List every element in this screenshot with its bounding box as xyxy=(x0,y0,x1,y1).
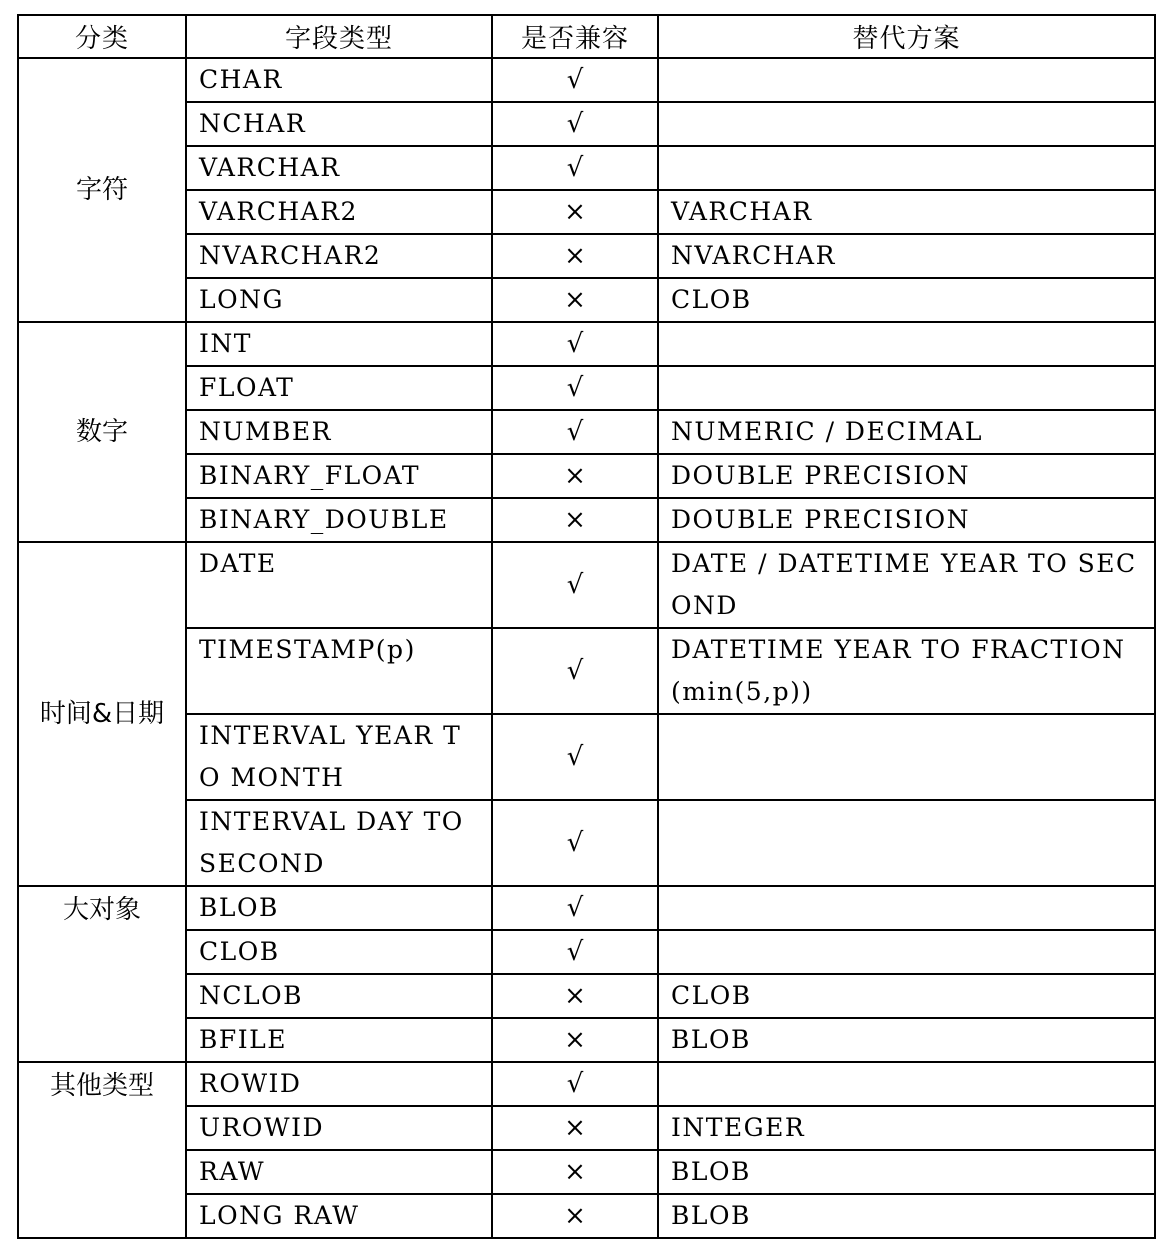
table-row xyxy=(18,1062,1155,1106)
alternative-cell: DOUBLE PRECISION xyxy=(658,454,1155,498)
alternative-cell: DOUBLE PRECISION xyxy=(658,498,1155,542)
table-row xyxy=(18,58,1155,102)
type-compatibility-table xyxy=(17,14,1156,1239)
incompatible-cross-mark: × xyxy=(492,234,658,278)
table-row xyxy=(18,498,1155,542)
table-row xyxy=(18,800,1155,886)
field-type-cell: LONG RAW xyxy=(186,1194,492,1238)
table-row xyxy=(18,714,1155,800)
incompatible-cross-mark: × xyxy=(492,278,658,322)
field-type-cell: BFILE xyxy=(186,1018,492,1062)
alternative-cell xyxy=(658,366,1155,410)
category-cell: 时间&日期 xyxy=(18,542,186,886)
field-type-cell: NUMBER xyxy=(186,410,492,454)
compatible-check-mark: √ xyxy=(492,322,658,366)
header-category: 分类 xyxy=(18,15,186,58)
field-type-cell: LONG xyxy=(186,278,492,322)
field-type-cell: BINARY_DOUBLE xyxy=(186,498,492,542)
table-row xyxy=(18,542,1155,628)
alternative-cell: BLOB xyxy=(658,1018,1155,1062)
compatible-check-mark: √ xyxy=(492,886,658,930)
incompatible-cross-mark: × xyxy=(492,1150,658,1194)
compatible-check-mark: √ xyxy=(492,146,658,190)
table-row xyxy=(18,1018,1155,1062)
incompatible-cross-mark: × xyxy=(492,1194,658,1238)
field-type-cell: ROWID xyxy=(186,1062,492,1106)
table-row xyxy=(18,190,1155,234)
compatible-check-mark: √ xyxy=(492,930,658,974)
compatible-check-mark: √ xyxy=(492,58,658,102)
alternative-cell xyxy=(658,146,1155,190)
alternative-cell xyxy=(658,1062,1155,1106)
table-row xyxy=(18,102,1155,146)
incompatible-cross-mark: × xyxy=(492,1018,658,1062)
incompatible-cross-mark: × xyxy=(492,1106,658,1150)
field-type-cell: NCHAR xyxy=(186,102,492,146)
alternative-cell: NUMERIC / DECIMAL xyxy=(658,410,1155,454)
incompatible-cross-mark: × xyxy=(492,498,658,542)
alternative-cell: VARCHAR xyxy=(658,190,1155,234)
table-row xyxy=(18,1194,1155,1238)
incompatible-cross-mark: × xyxy=(492,190,658,234)
alternative-cell: DATETIME YEAR TO FRACTION(min(5,p)) xyxy=(658,628,1155,714)
alternative-cell xyxy=(658,800,1155,886)
field-type-cell: RAW xyxy=(186,1150,492,1194)
compatible-check-mark: √ xyxy=(492,542,658,628)
alternative-cell: DATE / DATETIME YEAR TO SECOND xyxy=(658,542,1155,628)
field-type-cell: BINARY_FLOAT xyxy=(186,454,492,498)
category-cell: 字符 xyxy=(18,58,186,322)
table-body xyxy=(18,58,1155,1238)
field-type-cell: NVARCHAR2 xyxy=(186,234,492,278)
table-row xyxy=(18,886,1155,930)
incompatible-cross-mark: × xyxy=(492,454,658,498)
table-row xyxy=(18,974,1155,1018)
compatible-check-mark: √ xyxy=(492,628,658,714)
table-row xyxy=(18,1106,1155,1150)
field-type-cell: INTERVAL DAY TO SECOND xyxy=(186,800,492,886)
field-type-cell: UROWID xyxy=(186,1106,492,1150)
table-row xyxy=(18,366,1155,410)
field-type-cell: VARCHAR xyxy=(186,146,492,190)
alternative-cell: BLOB xyxy=(658,1194,1155,1238)
field-type-cell: FLOAT xyxy=(186,366,492,410)
table-row xyxy=(18,1150,1155,1194)
alternative-cell: NVARCHAR xyxy=(658,234,1155,278)
field-type-cell: INTERVAL YEAR TO MONTH xyxy=(186,714,492,800)
field-type-cell: TIMESTAMP(p) xyxy=(186,628,492,714)
header-alternative: 替代方案 xyxy=(658,15,1155,58)
category-cell: 数字 xyxy=(18,322,186,542)
compatible-check-mark: √ xyxy=(492,800,658,886)
table-row xyxy=(18,410,1155,454)
incompatible-cross-mark: × xyxy=(492,974,658,1018)
field-type-cell: NCLOB xyxy=(186,974,492,1018)
alternative-cell: CLOB xyxy=(658,974,1155,1018)
table-row xyxy=(18,278,1155,322)
alternative-cell xyxy=(658,58,1155,102)
category-cell: 大对象 xyxy=(18,886,186,1062)
alternative-cell: BLOB xyxy=(658,1150,1155,1194)
header-field-type: 字段类型 xyxy=(186,15,492,58)
category-cell: 其他类型 xyxy=(18,1062,186,1238)
compatible-check-mark: √ xyxy=(492,410,658,454)
alternative-cell xyxy=(658,886,1155,930)
table-row xyxy=(18,628,1155,714)
alternative-cell: CLOB xyxy=(658,278,1155,322)
compatible-check-mark: √ xyxy=(492,102,658,146)
compatible-check-mark: √ xyxy=(492,366,658,410)
field-type-cell: BLOB xyxy=(186,886,492,930)
table-row xyxy=(18,322,1155,366)
header-row xyxy=(18,15,1155,58)
alternative-cell xyxy=(658,714,1155,800)
table-row xyxy=(18,234,1155,278)
alternative-cell: INTEGER xyxy=(658,1106,1155,1150)
field-type-cell: DATE xyxy=(186,542,492,628)
field-type-cell: CLOB xyxy=(186,930,492,974)
table-row xyxy=(18,146,1155,190)
field-type-cell: INT xyxy=(186,322,492,366)
table-row xyxy=(18,454,1155,498)
table-row xyxy=(18,930,1155,974)
field-type-cell: CHAR xyxy=(186,58,492,102)
compatible-check-mark: √ xyxy=(492,1062,658,1106)
alternative-cell xyxy=(658,930,1155,974)
header-compatible: 是否兼容 xyxy=(492,15,658,58)
compatible-check-mark: √ xyxy=(492,714,658,800)
alternative-cell xyxy=(658,102,1155,146)
alternative-cell xyxy=(658,322,1155,366)
field-type-cell: VARCHAR2 xyxy=(186,190,492,234)
